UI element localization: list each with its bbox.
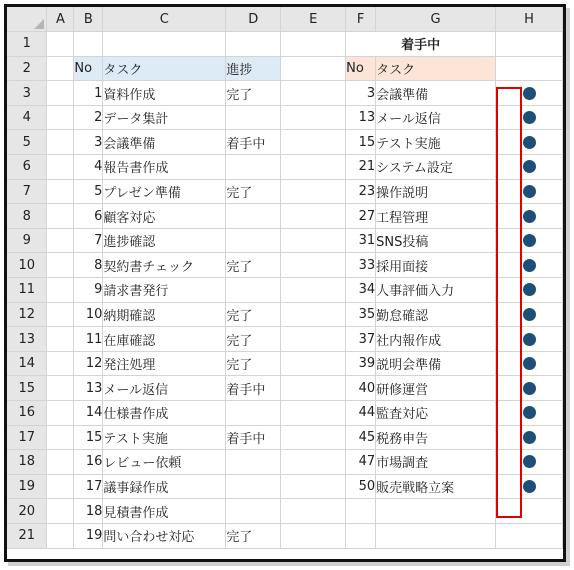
right-task-name[interactable]: 操作説明 [376, 179, 496, 204]
column-header-f[interactable]: F [346, 7, 376, 32]
column-header-b[interactable]: B [74, 7, 103, 32]
cell[interactable] [281, 401, 346, 426]
circle-dot-icon [523, 111, 536, 124]
row-header[interactable]: 4 [7, 105, 47, 130]
left-task-status[interactable]: 着手中 [226, 376, 281, 401]
marker-cell[interactable] [496, 351, 563, 376]
marker-cell[interactable] [496, 425, 563, 450]
cell[interactable] [47, 204, 74, 229]
marker-cell[interactable] [496, 155, 563, 180]
column-header-c[interactable]: C [103, 7, 226, 32]
cell[interactable] [376, 523, 496, 548]
column-header-h[interactable]: H [496, 7, 563, 32]
right-header-no[interactable]: No [346, 56, 376, 81]
sheet-row [7, 81, 563, 106]
left-task-status[interactable]: 完了 [226, 523, 281, 548]
sheet-row [7, 376, 563, 401]
column-header-d[interactable]: D [226, 7, 281, 32]
right-task-no[interactable]: 45 [346, 425, 376, 450]
left-header-task[interactable]: タスク [103, 56, 226, 81]
column-header-g[interactable]: G [376, 7, 496, 32]
left-task-status[interactable] [226, 204, 281, 229]
circle-dot-icon [523, 234, 536, 247]
cell[interactable] [74, 32, 103, 57]
sheet-row [7, 499, 563, 524]
left-task-no[interactable]: 14 [74, 401, 103, 426]
left-task-status[interactable] [226, 105, 281, 130]
right-task-name[interactable]: テスト実施 [376, 130, 496, 155]
marker-cell[interactable] [496, 228, 563, 253]
right-task-no[interactable]: 47 [346, 450, 376, 475]
left-task-status[interactable] [226, 401, 281, 426]
cell[interactable] [281, 523, 346, 548]
marker-cell[interactable] [496, 474, 563, 499]
sheet-row [7, 204, 563, 229]
right-task-no[interactable]: 3 [346, 81, 376, 106]
row-header[interactable]: 5 [7, 130, 47, 155]
marker-cell[interactable] [496, 130, 563, 155]
circle-dot-icon [523, 455, 536, 468]
cell[interactable] [281, 204, 346, 229]
left-task-status[interactable]: 完了 [226, 327, 281, 352]
left-task-no[interactable]: 19 [74, 523, 103, 548]
sheet-row [7, 351, 563, 376]
circle-dot-icon [523, 185, 536, 198]
left-task-no[interactable]: 12 [74, 351, 103, 376]
left-task-no[interactable]: 4 [74, 155, 103, 180]
right-task-no[interactable]: 13 [346, 105, 376, 130]
cell[interactable] [47, 253, 74, 278]
cell[interactable] [47, 56, 74, 81]
left-task-no[interactable]: 15 [74, 425, 103, 450]
sheet-row [7, 450, 563, 475]
in-progress-title[interactable]: 着手中 [346, 32, 496, 57]
sheet-row [7, 278, 563, 303]
cell[interactable] [346, 523, 376, 548]
cell[interactable] [47, 376, 74, 401]
cell[interactable] [281, 450, 346, 475]
cell[interactable] [281, 253, 346, 278]
circle-dot-icon [523, 259, 536, 272]
cell[interactable] [281, 327, 346, 352]
row-header[interactable]: 11 [7, 278, 47, 303]
sheet-row [7, 32, 563, 57]
right-task-no[interactable]: 39 [346, 351, 376, 376]
row-header[interactable]: 21 [7, 523, 47, 548]
row-header[interactable]: 2 [7, 56, 47, 81]
left-task-no[interactable]: 18 [74, 499, 103, 524]
left-task-name[interactable]: 在庫確認 [103, 327, 226, 352]
cell[interactable] [281, 32, 346, 57]
marker-cell[interactable] [496, 204, 563, 229]
right-task-no[interactable]: 21 [346, 155, 376, 180]
left-task-no[interactable]: 13 [74, 376, 103, 401]
left-task-name[interactable]: 問い合わせ対応 [103, 523, 226, 548]
cell[interactable] [281, 155, 346, 180]
cell[interactable] [47, 499, 74, 524]
cell[interactable] [496, 56, 563, 81]
left-task-status[interactable]: 完了 [226, 179, 281, 204]
row-header[interactable]: 20 [7, 499, 47, 524]
right-task-name[interactable]: 社内報作成 [376, 327, 496, 352]
sheet-row [7, 474, 563, 499]
left-task-status[interactable]: 着手中 [226, 130, 281, 155]
cell[interactable] [47, 105, 74, 130]
right-task-name[interactable]: 説明会準備 [376, 351, 496, 376]
circle-dot-icon [523, 406, 536, 419]
right-task-name[interactable]: 研修運営 [376, 376, 496, 401]
column-header-e[interactable]: E [281, 7, 346, 32]
right-task-name[interactable]: 採用面接 [376, 253, 496, 278]
right-task-no[interactable]: 33 [346, 253, 376, 278]
left-task-name[interactable]: 会議準備 [103, 130, 226, 155]
marker-cell[interactable] [496, 450, 563, 475]
circle-dot-icon [523, 136, 536, 149]
row-header[interactable]: 13 [7, 327, 47, 352]
left-task-no[interactable]: 16 [74, 450, 103, 475]
marker-cell[interactable] [496, 278, 563, 303]
left-task-no[interactable]: 17 [74, 474, 103, 499]
marker-cell[interactable] [496, 302, 563, 327]
row-header[interactable]: 6 [7, 155, 47, 180]
cell[interactable] [47, 155, 74, 180]
left-task-status[interactable]: 完了 [226, 351, 281, 376]
sheet-row [7, 105, 563, 130]
left-task-name[interactable]: 報告書作成 [103, 155, 226, 180]
right-task-name[interactable]: 税務申告 [376, 425, 496, 450]
cell[interactable] [47, 179, 74, 204]
cell[interactable] [376, 499, 496, 524]
left-header-progress[interactable]: 進捗 [226, 56, 281, 81]
row-header[interactable]: 16 [7, 401, 47, 426]
spreadsheet-grid [7, 7, 563, 549]
left-task-name[interactable]: プレゼン準備 [103, 179, 226, 204]
sheet-row [7, 56, 563, 81]
left-task-status[interactable] [226, 278, 281, 303]
left-task-name[interactable]: 仕様書作成 [103, 401, 226, 426]
left-task-name[interactable]: 議事録作成 [103, 474, 226, 499]
cell[interactable] [226, 32, 281, 57]
cell[interactable] [496, 523, 563, 548]
left-task-no[interactable]: 8 [74, 253, 103, 278]
left-task-status[interactable] [226, 450, 281, 475]
left-task-status[interactable]: 完了 [226, 253, 281, 278]
circle-dot-icon [523, 480, 536, 493]
row-header[interactable]: 7 [7, 179, 47, 204]
cell[interactable] [47, 523, 74, 548]
left-task-name[interactable]: 進捗確認 [103, 228, 226, 253]
column-header-a[interactable]: A [47, 7, 74, 32]
left-task-status[interactable]: 着手中 [226, 425, 281, 450]
row-header[interactable]: 14 [7, 351, 47, 376]
left-task-status[interactable] [226, 474, 281, 499]
left-task-name[interactable]: 発注処理 [103, 351, 226, 376]
cell[interactable] [103, 32, 226, 57]
left-task-name[interactable]: 資料作成 [103, 81, 226, 106]
left-task-no[interactable]: 7 [74, 228, 103, 253]
left-task-no[interactable]: 1 [74, 81, 103, 106]
right-task-name[interactable]: メール返信 [376, 105, 496, 130]
circle-dot-icon [523, 160, 536, 173]
left-task-status[interactable]: 完了 [226, 302, 281, 327]
row-header[interactable]: 1 [7, 32, 47, 57]
circle-dot-icon [523, 382, 536, 395]
right-task-name[interactable]: 監査対応 [376, 401, 496, 426]
circle-dot-icon [523, 87, 536, 100]
right-task-no[interactable]: 23 [346, 179, 376, 204]
cell[interactable] [281, 56, 346, 81]
column-header-row [7, 7, 563, 32]
cell[interactable] [47, 327, 74, 352]
left-task-no[interactable]: 5 [74, 179, 103, 204]
right-task-no[interactable]: 31 [346, 228, 376, 253]
cell[interactable] [281, 474, 346, 499]
right-task-name[interactable]: システム設定 [376, 155, 496, 180]
sheet-row [7, 253, 563, 278]
left-task-no[interactable]: 6 [74, 204, 103, 229]
cell[interactable] [47, 32, 74, 57]
select-all-corner[interactable] [7, 7, 47, 32]
sheet-row [7, 302, 563, 327]
circle-dot-icon [523, 210, 536, 223]
right-task-no[interactable]: 15 [346, 130, 376, 155]
sheet-row [7, 228, 563, 253]
right-task-name[interactable]: 人事評価入力 [376, 278, 496, 303]
cell[interactable] [281, 351, 346, 376]
marker-cell[interactable] [496, 376, 563, 401]
cell[interactable] [281, 105, 346, 130]
left-task-name[interactable]: データ集計 [103, 105, 226, 130]
marker-cell[interactable] [496, 253, 563, 278]
cell[interactable] [281, 302, 346, 327]
left-task-status[interactable] [226, 155, 281, 180]
cell[interactable] [47, 130, 74, 155]
right-task-no[interactable]: 37 [346, 327, 376, 352]
left-task-name[interactable]: 見積書作成 [103, 499, 226, 524]
cell[interactable] [47, 425, 74, 450]
left-task-no[interactable]: 2 [74, 105, 103, 130]
right-task-no[interactable]: 34 [346, 278, 376, 303]
right-task-no[interactable]: 27 [346, 204, 376, 229]
row-header[interactable]: 18 [7, 450, 47, 475]
left-task-no[interactable]: 11 [74, 327, 103, 352]
row-header[interactable]: 19 [7, 474, 47, 499]
cell[interactable] [281, 278, 346, 303]
sheet-row [7, 179, 563, 204]
left-task-name[interactable]: レビュー依頼 [103, 450, 226, 475]
cell[interactable] [496, 499, 563, 524]
marker-cell[interactable] [496, 179, 563, 204]
cell[interactable] [496, 32, 563, 57]
left-task-name[interactable]: 納期確認 [103, 302, 226, 327]
left-task-no[interactable]: 9 [74, 278, 103, 303]
left-task-no[interactable]: 10 [74, 302, 103, 327]
row-header[interactable]: 15 [7, 376, 47, 401]
marker-cell[interactable] [496, 81, 563, 106]
cell[interactable] [281, 81, 346, 106]
row-header[interactable]: 10 [7, 253, 47, 278]
cell[interactable] [346, 499, 376, 524]
row-header[interactable]: 9 [7, 228, 47, 253]
cell[interactable] [47, 278, 74, 303]
left-task-status[interactable] [226, 228, 281, 253]
right-header-task[interactable]: タスク [376, 56, 496, 81]
left-task-status[interactable] [226, 499, 281, 524]
left-task-name[interactable]: 契約書チェック [103, 253, 226, 278]
row-header[interactable]: 12 [7, 302, 47, 327]
left-task-name[interactable]: 顧客対応 [103, 204, 226, 229]
spreadsheet-window [4, 4, 566, 562]
circle-dot-icon [523, 333, 536, 346]
cell[interactable] [281, 425, 346, 450]
cell[interactable] [47, 81, 74, 106]
row-header[interactable]: 3 [7, 81, 47, 106]
right-task-no[interactable]: 50 [346, 474, 376, 499]
right-task-name[interactable]: 会議準備 [376, 81, 496, 106]
right-task-name[interactable]: 販売戦略立案 [376, 474, 496, 499]
left-header-no[interactable]: No [74, 56, 103, 81]
sheet-row [7, 523, 563, 548]
circle-dot-icon [523, 431, 536, 444]
cell[interactable] [281, 179, 346, 204]
cell[interactable] [47, 401, 74, 426]
cell[interactable] [47, 450, 74, 475]
right-task-name[interactable]: 市場調査 [376, 450, 496, 475]
right-task-no[interactable]: 40 [346, 376, 376, 401]
marker-cell[interactable] [496, 401, 563, 426]
right-task-name[interactable]: SNS投稿 [376, 228, 496, 253]
sheet-row [7, 401, 563, 426]
sheet-row [7, 155, 563, 180]
cell[interactable] [47, 228, 74, 253]
cell[interactable] [281, 130, 346, 155]
right-task-name[interactable]: 勤怠確認 [376, 302, 496, 327]
left-task-name[interactable]: メール返信 [103, 376, 226, 401]
marker-cell[interactable] [496, 105, 563, 130]
left-task-no[interactable]: 3 [74, 130, 103, 155]
circle-dot-icon [523, 308, 536, 321]
sheet-row [7, 130, 563, 155]
sheet-row [7, 327, 563, 352]
circle-dot-icon [523, 283, 536, 296]
right-task-name[interactable]: 工程管理 [376, 204, 496, 229]
cell[interactable] [281, 499, 346, 524]
cell[interactable] [47, 474, 74, 499]
right-task-no[interactable]: 35 [346, 302, 376, 327]
row-header[interactable]: 17 [7, 425, 47, 450]
marker-cell[interactable] [496, 327, 563, 352]
circle-dot-icon [523, 357, 536, 370]
cell[interactable] [281, 376, 346, 401]
cell[interactable] [281, 228, 346, 253]
cell[interactable] [47, 302, 74, 327]
left-task-status[interactable]: 完了 [226, 81, 281, 106]
right-task-no[interactable]: 44 [346, 401, 376, 426]
left-task-name[interactable]: 請求書発行 [103, 278, 226, 303]
sheet-row [7, 425, 563, 450]
row-header[interactable]: 8 [7, 204, 47, 229]
left-task-name[interactable]: テスト実施 [103, 425, 226, 450]
cell[interactable] [47, 351, 74, 376]
